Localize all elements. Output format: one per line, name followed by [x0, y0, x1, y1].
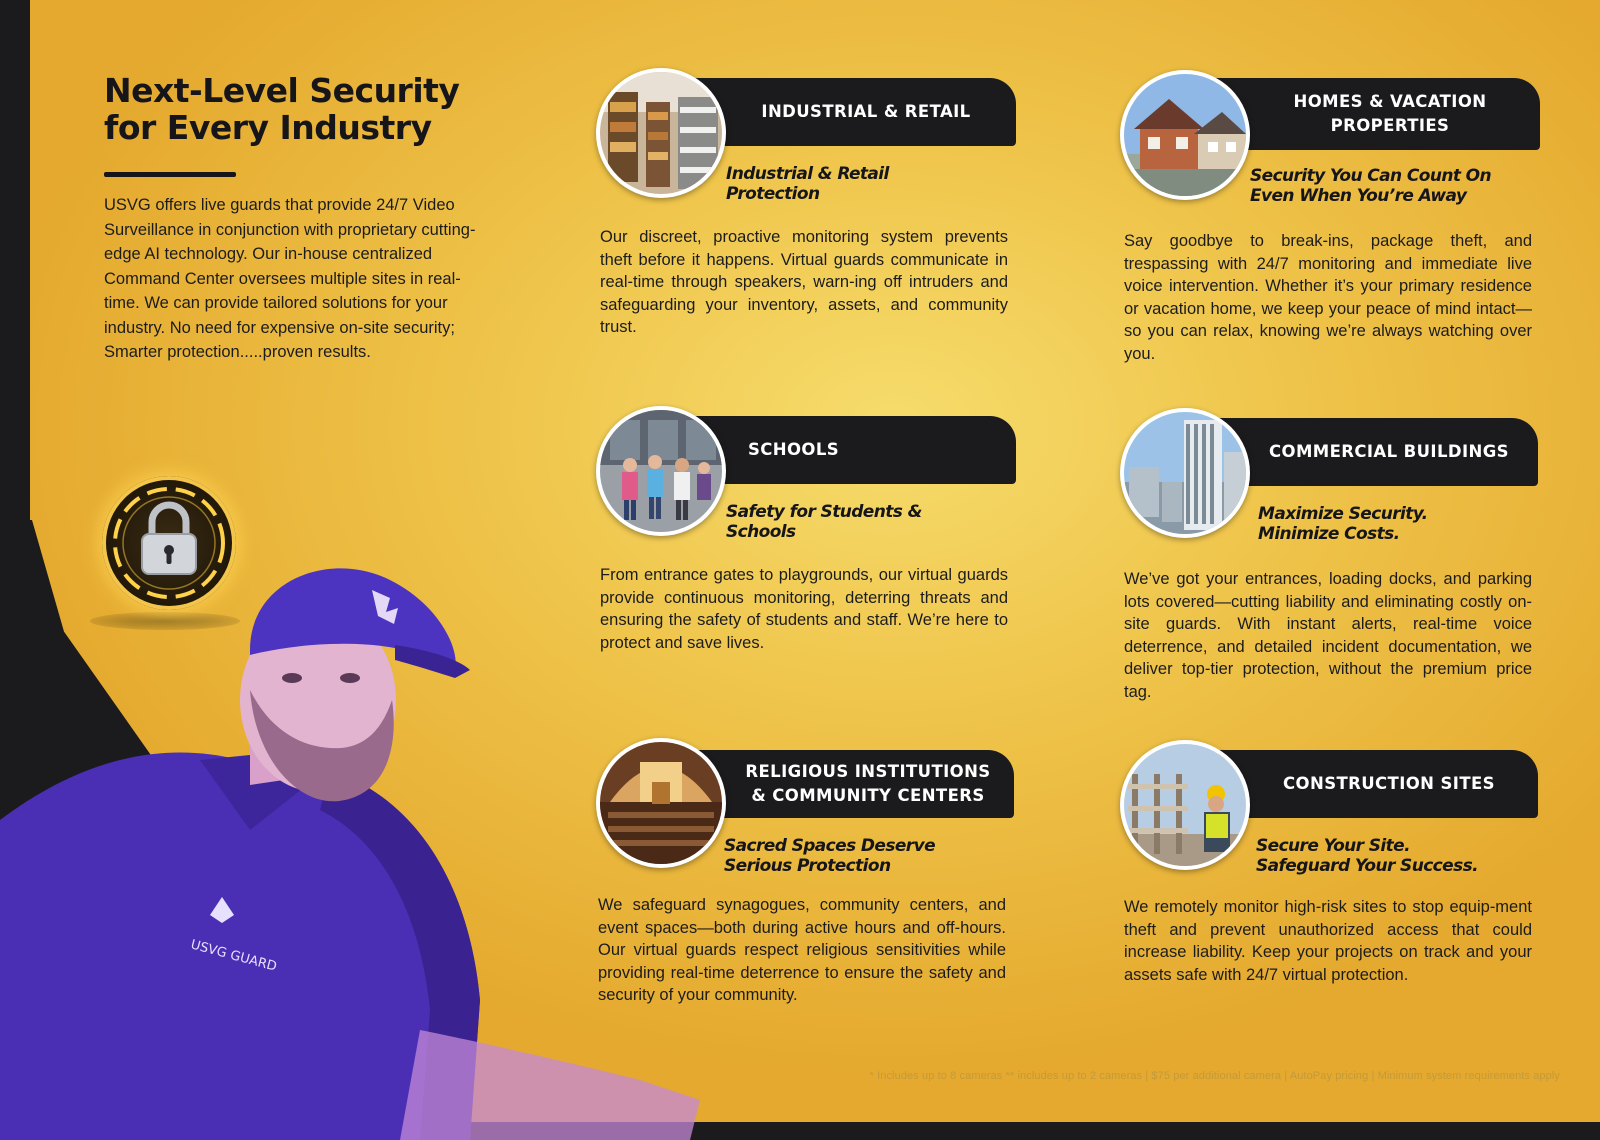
card-title: RELIGIOUS INSTITUTIONS & COMMUNITY CENTERS	[745, 762, 991, 805]
pricing-footnote: * Includes up to 8 cameras ** includes up to 2 cameras | $75 per additional camera | AutoPay pricing | Minimum system requirements apply	[869, 1070, 1560, 1082]
warehouse-photo-icon	[596, 68, 726, 198]
card-title-bar	[686, 78, 1016, 146]
card-subtitle: Sacred Spaces Deserve Serious Protection	[724, 836, 936, 876]
card-title-bar	[1210, 78, 1540, 150]
synagogue-photo-icon	[596, 738, 726, 868]
intro-section	[104, 72, 494, 365]
intro-paragraph: USVG offers live guards that provide 24/7 Video Surveillance in conjunction with proprietary cutting-edge AI technology. Our in-house centralized Command Center oversees multiple sites in real-time. We can provide tailored solutions for your industry. No need for expensive on-site security; Smarter protection.....proven results.	[104, 196, 476, 361]
shirt-logo-text: USVG GUARD	[188, 937, 279, 975]
card-body: We’ve got your entrances, loading docks, and parking lots covered—cutting liability and eliminating costly on-site guards. With instant alerts, real-time voice deterrence, and detailed incident documentation, we deliver top-tier protection, without the premium price tag.	[1124, 570, 1532, 701]
page-title	[104, 72, 494, 146]
card-subtitle: Industrial & Retail Protection	[726, 164, 889, 204]
card-title: CONSTRUCTION SITES	[1283, 774, 1495, 793]
construction-photo-icon	[1120, 740, 1250, 870]
card-body: Say goodbye to break-ins, package theft, and trespassing with 24/7 monitoring and immediate live voice intervention. Whether it’s your primary residence or vacation home, we keep your peace of mind intact—so you can relax, knowing we’re always watching over you.	[1124, 232, 1532, 363]
card-subtitle: Maximize Security. Minimize Costs.	[1258, 504, 1428, 544]
card-body: We remotely monitor high-risk sites to stop equip-ment theft and prevent unauthorized access that could increase liability. Keep your projects on track and your assets safe with 24/7 virtual protection.	[1124, 898, 1532, 984]
house-photo-icon	[1120, 70, 1250, 200]
students-photo-icon	[596, 406, 726, 536]
card-title: INDUSTRIAL & RETAIL	[761, 102, 971, 121]
card-body: We safeguard synagogues, community centers, and event spaces—both during active hours and off-hours. Our virtual guards respect religious sensitivities while providing real-time deterrence to ensure the safety and security of your community.	[598, 896, 1006, 1004]
card-body: Our discreet, proactive monitoring system prevents theft before it happens. Virtual guards communicate in real-time through speakers, warn-ing off intruders and safeguarding your inventory, assets, and community trust.	[600, 228, 1008, 336]
card-title: HOMES & VACATION PROPERTIES	[1293, 92, 1487, 135]
title-line-1: Next-Level Security	[104, 71, 460, 110]
card-title-bar	[686, 416, 1016, 484]
card-title-bar	[686, 750, 1014, 818]
card-subtitle: Secure Your Site. Safeguard Your Success.	[1256, 836, 1478, 876]
card-title: SCHOOLS	[748, 440, 840, 459]
card-body: From entrance gates to playgrounds, our virtual guards provide continuous monitoring, deterring threats and ensuring the safety of students and staff. We’re here to protect and save lives.	[600, 566, 1008, 652]
card-title-bar	[1210, 418, 1538, 486]
card-subtitle: Safety for Students & Schools	[726, 502, 922, 542]
card-title: COMMERCIAL BUILDINGS	[1269, 442, 1509, 461]
title-line-2: for Every Industry	[104, 108, 432, 147]
title-underline	[104, 172, 236, 177]
card-title-bar	[1210, 750, 1538, 818]
skyscraper-photo-icon	[1120, 408, 1250, 538]
card-subtitle: Security You Can Count On Even When You’re Away	[1250, 166, 1492, 206]
